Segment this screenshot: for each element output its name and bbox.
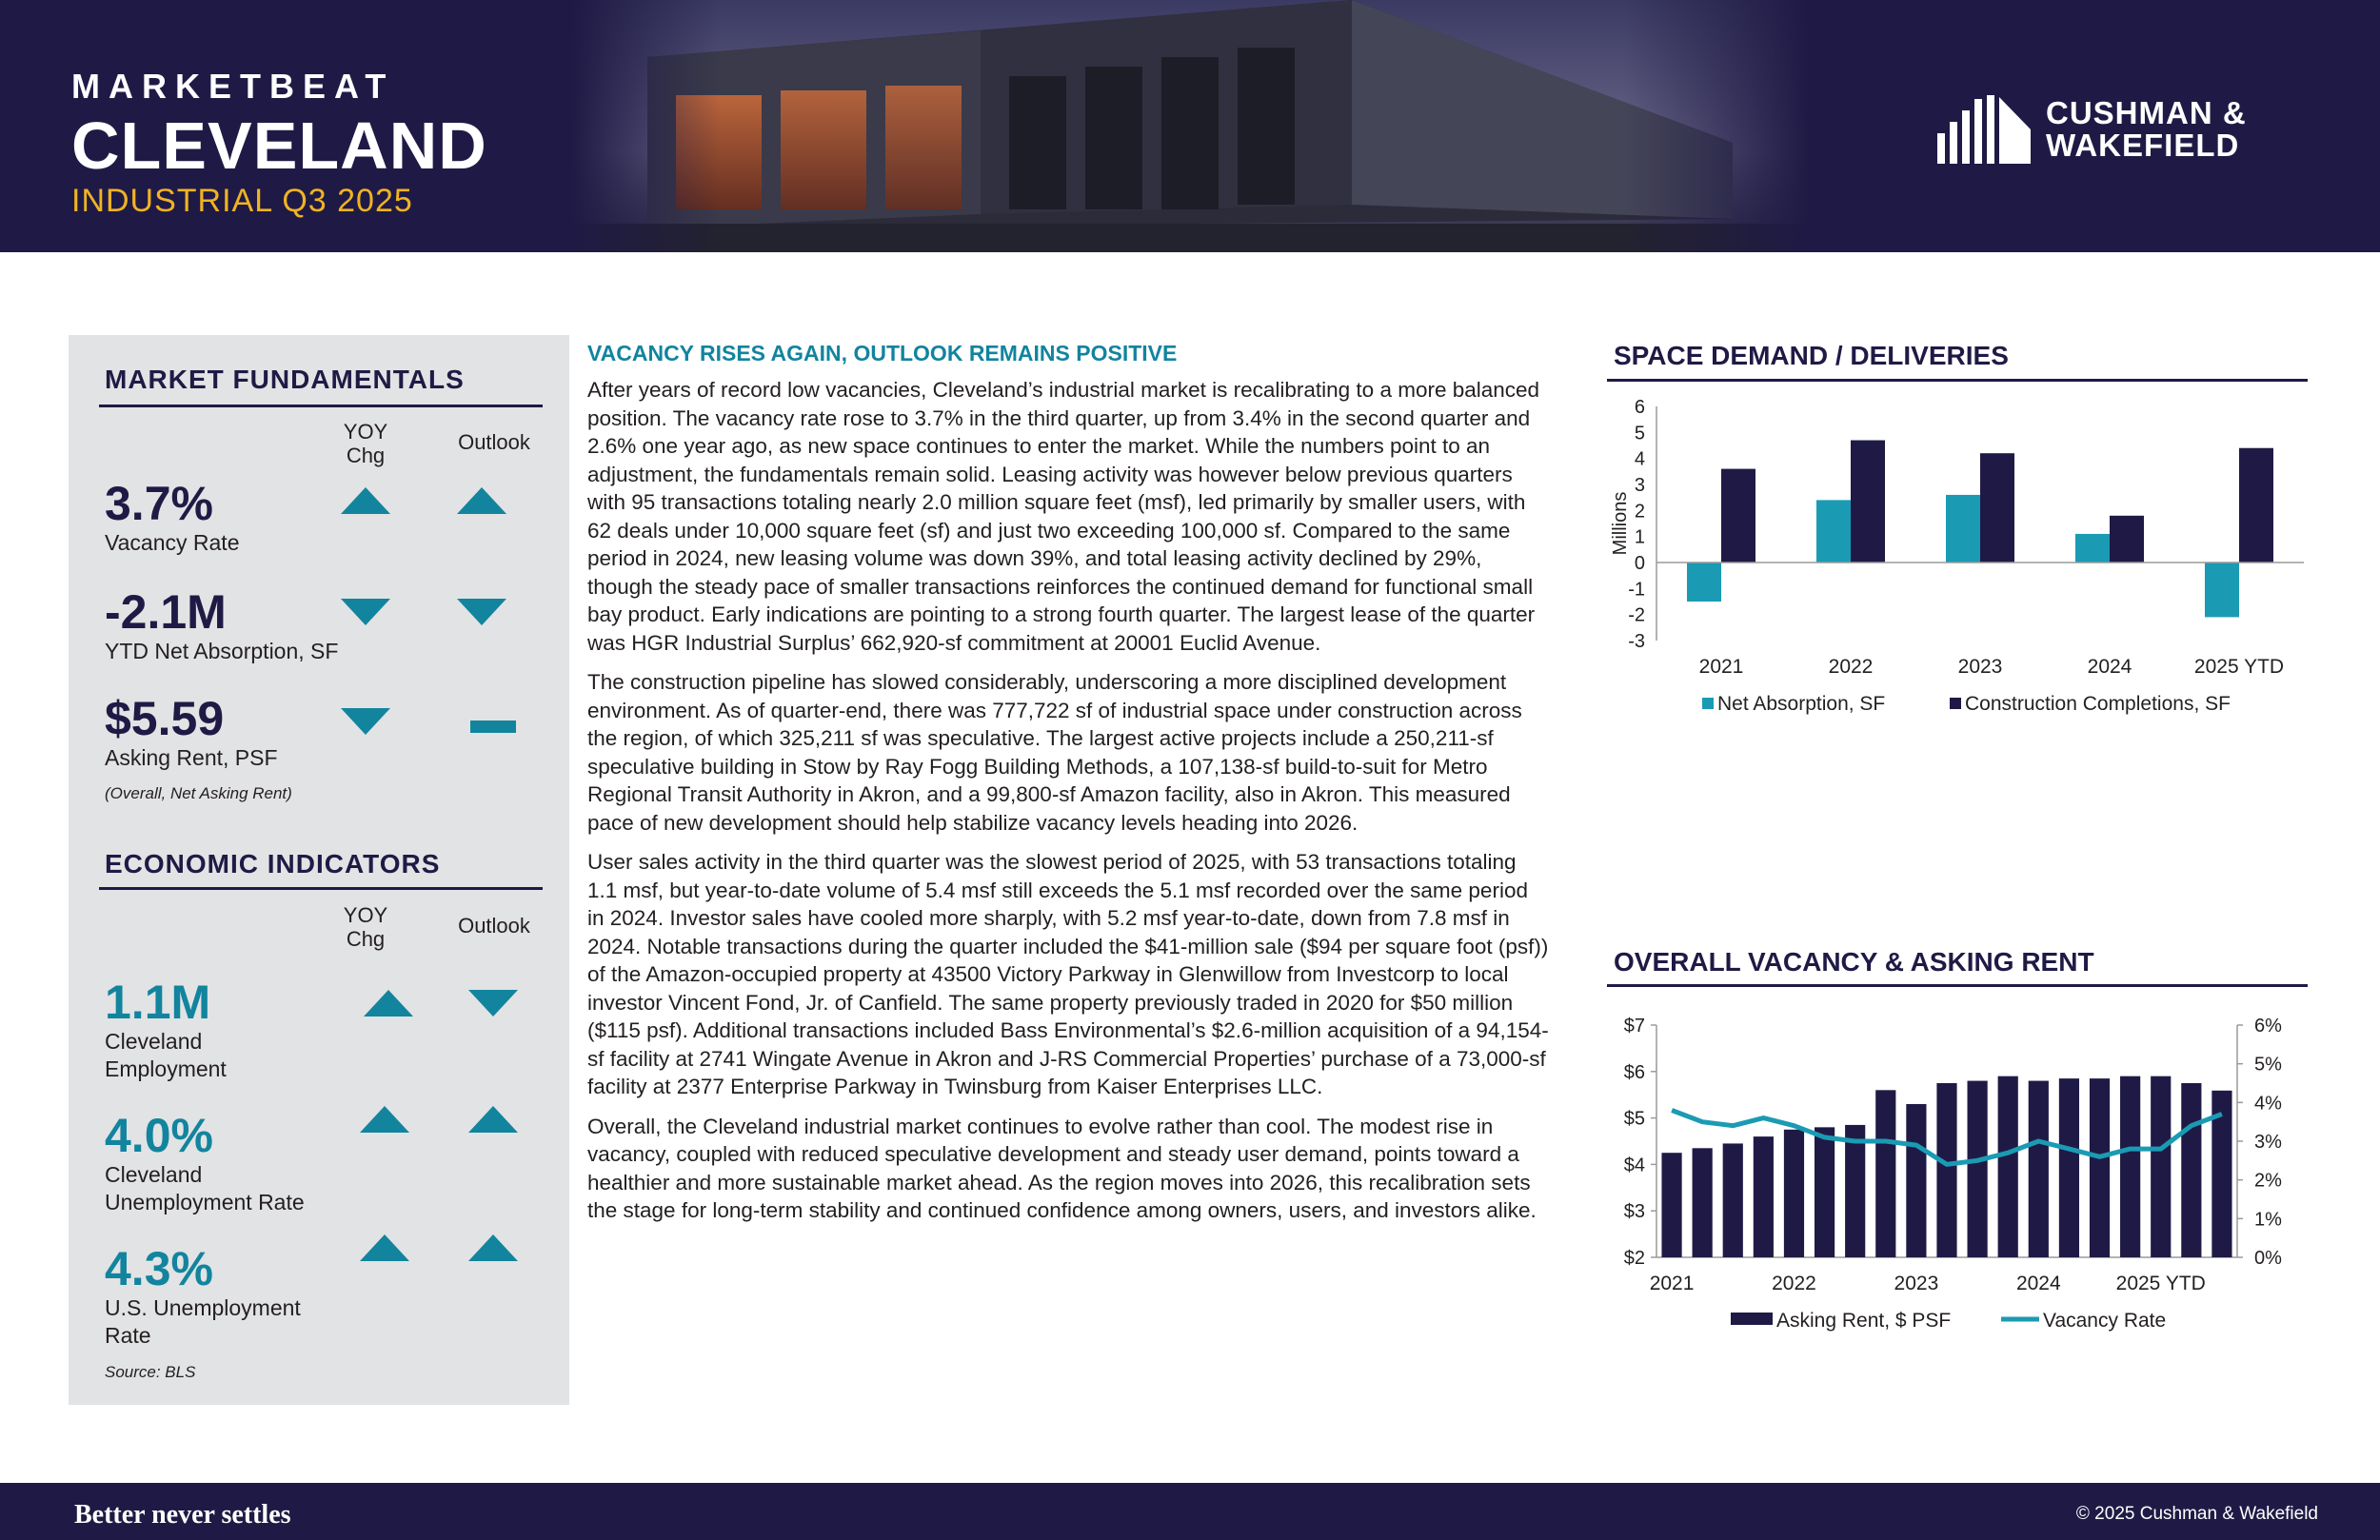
asking-rent-bar	[2120, 1076, 2140, 1257]
y-tick-label: -2	[1628, 604, 1645, 626]
warehouse-photo	[571, 0, 1809, 252]
legend-swatch	[1731, 1313, 1773, 1325]
y-tick-label: -1	[1628, 579, 1645, 601]
asking-rent-bar	[1906, 1104, 1926, 1257]
net-absorption-bar	[2205, 563, 2239, 617]
rent-note: (Overall, Net Asking Rent)	[105, 784, 292, 802]
asking-rent-bar	[2181, 1083, 2201, 1257]
left-y-tick-label: $5	[1623, 1108, 1645, 1130]
right-y-tick-label: 2%	[2254, 1170, 2282, 1192]
us-unemployment-value: 4.3%	[105, 1242, 213, 1295]
report-footer	[0, 1483, 2380, 1540]
right-y-tick-label: 4%	[2254, 1093, 2282, 1115]
right-y-tick-label: 1%	[2254, 1209, 2282, 1231]
x-tick-label: 2021	[1698, 656, 1744, 678]
logo-line-2: WAKEFIELD	[2046, 128, 2240, 163]
vacancy-rent-chart	[1599, 999, 2323, 1342]
asking-rent-bar	[1998, 1076, 2018, 1257]
space-demand-chart-title: SPACE DEMAND / DELIVERIES	[1614, 341, 2009, 370]
net-absorption-label: YTD Net Absorption, SF	[105, 639, 339, 663]
outlook-column-header: Outlook	[458, 430, 530, 454]
y-tick-label: 5	[1634, 423, 1645, 444]
employment-label-line2: Employment	[105, 1056, 227, 1081]
section-divider	[99, 887, 543, 890]
net-absorption-value: -2.1M	[105, 585, 227, 639]
net-absorption-bar	[2075, 534, 2110, 563]
y-tick-label: 6	[1634, 397, 1645, 418]
arrow-up-icon	[457, 487, 506, 514]
employment-value: 1.1M	[105, 976, 211, 1029]
construction-completions-bar	[1721, 469, 1755, 563]
left-y-tick-label: $7	[1623, 1016, 1645, 1037]
arrow-down-icon	[341, 708, 390, 735]
copyright: © 2025 Cushman & Wakefield	[2075, 1504, 2318, 1524]
article-heading: VACANCY RISES AGAIN, OUTLOOK REMAINS POSITIVE	[587, 341, 1178, 365]
arrow-up-icon	[360, 1106, 409, 1133]
x-tick-label: 2022	[1772, 1273, 1816, 1294]
report-header	[0, 0, 2380, 252]
article-paragraph: The construction pipeline has slowed considerably, underscoring a more disciplined development environment. As of quarter-end, there was 777,722 sf of industrial space under construction across the region, of which 325,211 sf was speculative. The largest active projects include a 250,211-sf speculative building in Stow by Ray Fogg Building Methods, a 107,138-sf build-to-suit for Metro Regional Transit Authority in Akron, and a 99,800-sf Amazon facility, also in Akron. This measured pace of new development should help stabilize vacancy levels heading into 2026.	[587, 670, 1522, 835]
arrow-up-icon	[468, 1106, 518, 1133]
x-tick-label: 2024	[2087, 656, 2132, 678]
source-note: Source: BLS	[105, 1363, 196, 1381]
article-paragraph: User sales activity in the third quarter was the slowest period of 2025, with 53 transactions totaling 1.1 msf, but year-to-date volume of 5.4 msf still exceeds the 5.1 msf recorded over the same period in 2024. Investor sales have cooled more sharply, with 5.2 msf year-to-date, down from 7.8 msf in 2024. Notable transactions during the quarter included the $41-million sale ($94 per square foot (psf)) of the Amazon-occupied property at 43500 Victory Parkway in Glenwillow from Investcorp to local investor Vincent Fond, Jr. of Canfield. The same property previously traded in 2020 for $50 million ($115 psf). Additional transactions included Bass Environmental’s $2.6-million acquisition of a 94,154-sf facility at 2741 Wingate Avenue in Akron and J-RS Commercial Properties’ purchase of a 73,000-sf facility at 2377 Enterprise Parkway in Twinsburg from Kaiser Enterprises LLC.	[587, 850, 1549, 1098]
legend-swatch	[1702, 698, 1714, 709]
cleveland-unemployment-value: 4.0%	[105, 1109, 213, 1162]
arrow-up-icon	[468, 1234, 518, 1261]
x-tick-label: 2022	[1828, 656, 1874, 678]
arrow-up-icon	[360, 1234, 409, 1261]
asking-rent-bar	[1723, 1143, 1743, 1257]
y-tick-label: 1	[1634, 526, 1645, 548]
net-absorption-bar	[1946, 495, 1980, 563]
construction-completions-bar	[2110, 516, 2144, 563]
chart-title-divider	[1607, 984, 2308, 987]
asking-rent-bar	[2059, 1078, 2079, 1257]
y-tick-label: -3	[1628, 631, 1645, 652]
legend-label: Net Absorption, SF	[1717, 693, 1886, 715]
asking-rent-bar	[1845, 1125, 1865, 1257]
tagline: Better never settles	[74, 1500, 291, 1530]
left-y-tick-label: $3	[1623, 1201, 1645, 1223]
space-demand-chart	[1599, 385, 2323, 738]
us-unemployment-label-line2: Rate	[105, 1323, 151, 1348]
left-y-tick-label: $4	[1623, 1155, 1645, 1176]
asking-rent-bar	[1815, 1127, 1835, 1257]
asking-rent-label: Asking Rent, PSF	[105, 745, 278, 770]
us-unemployment-label-line1: U.S. Unemployment	[105, 1295, 301, 1320]
x-tick-label: 2024	[2015, 1273, 2061, 1294]
asking-rent-bar	[1936, 1083, 1956, 1257]
x-tick-label: 2023	[1894, 1273, 1939, 1294]
article-paragraph: Overall, the Cleveland industrial market continues to evolve rather than cool. The modest rise in vacancy, coupled with reduced speculative development and steady user demand, points toward a healthier and more sustainable market ahead. As the region moves into 2026, this recalibration sets the stage for long-term stability and continued confidence among owners, users, and investors alike.	[587, 1114, 1537, 1222]
vacancy-rent-chart-title: OVERALL VACANCY & ASKING RENT	[1614, 947, 2094, 977]
legend-swatch	[1950, 698, 1961, 709]
yoy-column-header: YOY Chg	[343, 903, 388, 951]
cushman-wakefield-logo	[1937, 95, 2247, 164]
asking-rent-bar	[1784, 1130, 1804, 1257]
asking-rent-bar	[1693, 1148, 1713, 1257]
arrow-up-icon	[341, 487, 390, 514]
cleveland-unemployment-label-line2: Unemployment Rate	[105, 1190, 305, 1214]
arrow-up-icon	[364, 990, 413, 1017]
arrow-down-icon	[341, 599, 390, 625]
city-title: CLEVELAND	[71, 109, 487, 183]
legend-label: Vacancy Rate	[2043, 1310, 2167, 1332]
construction-completions-bar	[1980, 453, 2014, 563]
x-tick-label: 2025 YTD	[2115, 1273, 2206, 1294]
right-y-tick-label: 3%	[2254, 1132, 2282, 1153]
right-y-tick-label: 0%	[2254, 1248, 2282, 1269]
y-tick-label: 0	[1634, 553, 1645, 574]
market-sidebar	[69, 335, 569, 1405]
employment-label-line1: Cleveland	[105, 1029, 203, 1054]
x-tick-label: 2023	[1957, 656, 2003, 678]
net-absorption-bar	[1816, 500, 1851, 563]
outlook-column-header: Outlook	[458, 914, 530, 938]
logo-line-1: CUSHMAN &	[2046, 95, 2247, 130]
x-tick-label: 2025 YTD	[2193, 656, 2285, 678]
legend-label: Asking Rent, $ PSF	[1776, 1310, 1952, 1332]
construction-completions-bar	[2239, 448, 2273, 563]
yoy-column-header: YOY Chg	[343, 420, 388, 467]
right-y-tick-label: 5%	[2254, 1054, 2282, 1076]
y-axis-title: Millions	[1610, 491, 1631, 556]
x-tick-label: 2021	[1649, 1273, 1695, 1294]
legend-label: Construction Completions, SF	[1965, 693, 2231, 715]
left-y-tick-label: $2	[1623, 1248, 1645, 1269]
article-paragraph: After years of record low vacancies, Cleveland’s industrial market is recalibrating to a more balanced position. The vacancy rate rose to 3.7% in the third quarter, up from 3.4% in the second quarter and 2.6% one year ago, as new space continues to enter the market. While the numbers point to an adjustment, the fundamentals remain solid. Leasing activity was however below previous quarters with 95 transactions totaling nearly 2.0 million square feet (msf), led primarily by smaller users, with 62 deals under 10,000 square feet (sf) and just two exceeding 100,000 sf. Compared to the same period in 2024, new leasing volume was down 39%, and total leasing activity declined by 29%, though the steady pace of smaller transactions reinforces the continued demand for functional small bay product. Early indications are pointing to a strong fourth quarter. The largest lease of the quarter was HGR Industrial Surplus’ 662,920-sf commitment at 20001 Euclid Avenue.	[587, 378, 1540, 655]
asking-rent-value: $5.59	[105, 692, 225, 745]
report-title-block	[71, 67, 487, 220]
y-tick-label: 2	[1634, 501, 1645, 523]
y-tick-label: 3	[1634, 475, 1645, 496]
y-tick-label: 4	[1634, 448, 1645, 470]
market-fundamentals-title: MARKET FUNDAMENTALS	[105, 365, 465, 394]
chart-title-divider	[1607, 379, 2308, 382]
asking-rent-bar	[2151, 1076, 2171, 1257]
net-absorption-bar	[1687, 563, 1721, 602]
section-divider	[99, 405, 543, 407]
economic-indicators-title: ECONOMIC INDICATORS	[105, 849, 441, 879]
market-commentary	[587, 341, 1549, 1236]
asking-rent-bar	[1754, 1136, 1774, 1257]
cleveland-unemployment-label-line1: Cleveland	[105, 1162, 203, 1187]
cw-building-icon	[1937, 95, 2033, 164]
asking-rent-bar	[1661, 1153, 1681, 1257]
right-y-tick-label: 6%	[2254, 1016, 2282, 1037]
asking-rent-bar	[1968, 1081, 1988, 1257]
flat-dash-icon	[470, 721, 516, 733]
asking-rent-bar	[1875, 1090, 1895, 1257]
arrow-down-icon	[457, 599, 506, 625]
marketbeat-label: MARKETBEAT	[71, 67, 395, 106]
vacancy-rate-label: Vacancy Rate	[105, 530, 240, 555]
left-y-tick-label: $6	[1623, 1061, 1645, 1083]
asking-rent-bar	[2090, 1078, 2110, 1257]
construction-completions-bar	[1851, 441, 1885, 563]
vacancy-rate-value: 3.7%	[105, 477, 213, 530]
arrow-down-icon	[468, 990, 518, 1017]
asking-rent-bar	[2029, 1081, 2049, 1257]
sector-subtitle: INDUSTRIAL Q3 2025	[71, 183, 413, 219]
